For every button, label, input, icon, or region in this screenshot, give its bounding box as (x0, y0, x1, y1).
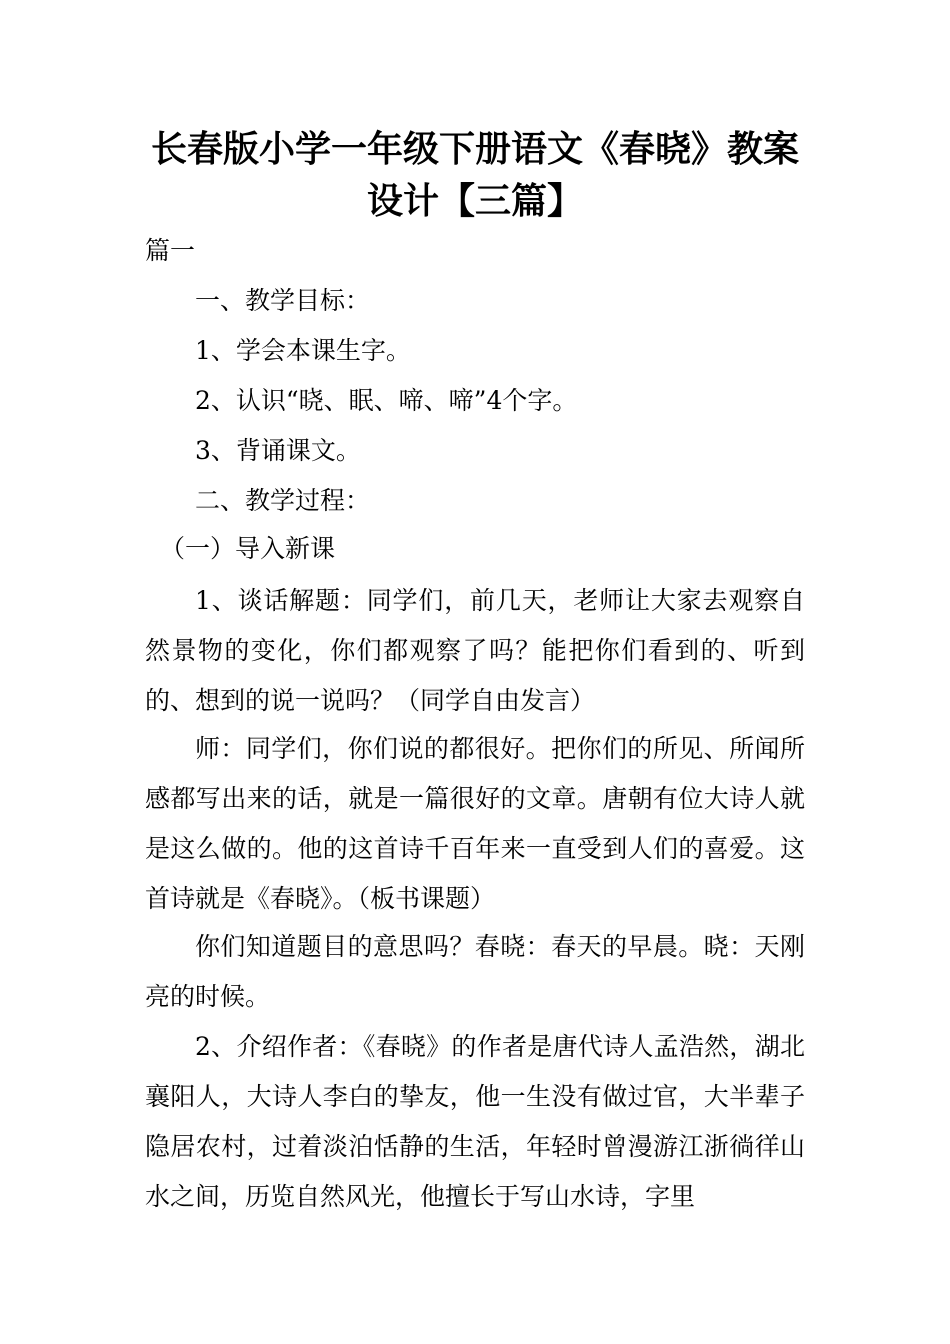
section-label: 篇一 (145, 236, 196, 265)
document-title-line-2: 设计【三篇】 (366, 181, 583, 222)
paragraph-3: 你们知道题目的意思吗？春晓：春天的早晨。晓：天刚亮的时候。 (145, 932, 805, 1011)
document-title-line-1: 长春版小学一年级下册语文《春晓》教案 (150, 129, 799, 170)
process-heading: 二、教学过程： (195, 486, 371, 515)
sub-heading: （一）导入新课 (160, 534, 336, 563)
goals-heading: 一、教学目标： (195, 286, 371, 315)
goal-item-3: 3、背诵课文。 (195, 436, 361, 465)
paragraph-4: 2、介绍作者：《春晓》的作者是唐代诗人孟浩然，湖北襄阳人，大诗人李白的挚友，他一生没有做过官，大半辈子隐居农村，过着淡泊恬静的生活，年轻时曾漫游江浙徜徉山水之间，历览自然风光，他擅长于写山水诗，字里 (145, 1032, 805, 1211)
goal-item-2: 2、认识“晓、眠、啼、啼”4个字。 (195, 386, 578, 415)
paragraph-1: 1、谈话解题：同学们，前几天，老师让大家去观察自然景物的变化，你们都观察了吗？能把你们看到的、听到的、想到的说一说吗？（同学自由发言） (145, 586, 805, 715)
goal-item-1: 1、学会本课生字。 (195, 336, 411, 365)
paragraph-2: 师：同学们，你们说的都很好。把你们的所见、所闻所感都写出来的话，就是一篇很好的文章。唐朝有位大诗人就是这么做的。他的这首诗千百年来一直受到人们的喜爱。这首诗就是《春晓》。（板书课题） (145, 734, 805, 913)
